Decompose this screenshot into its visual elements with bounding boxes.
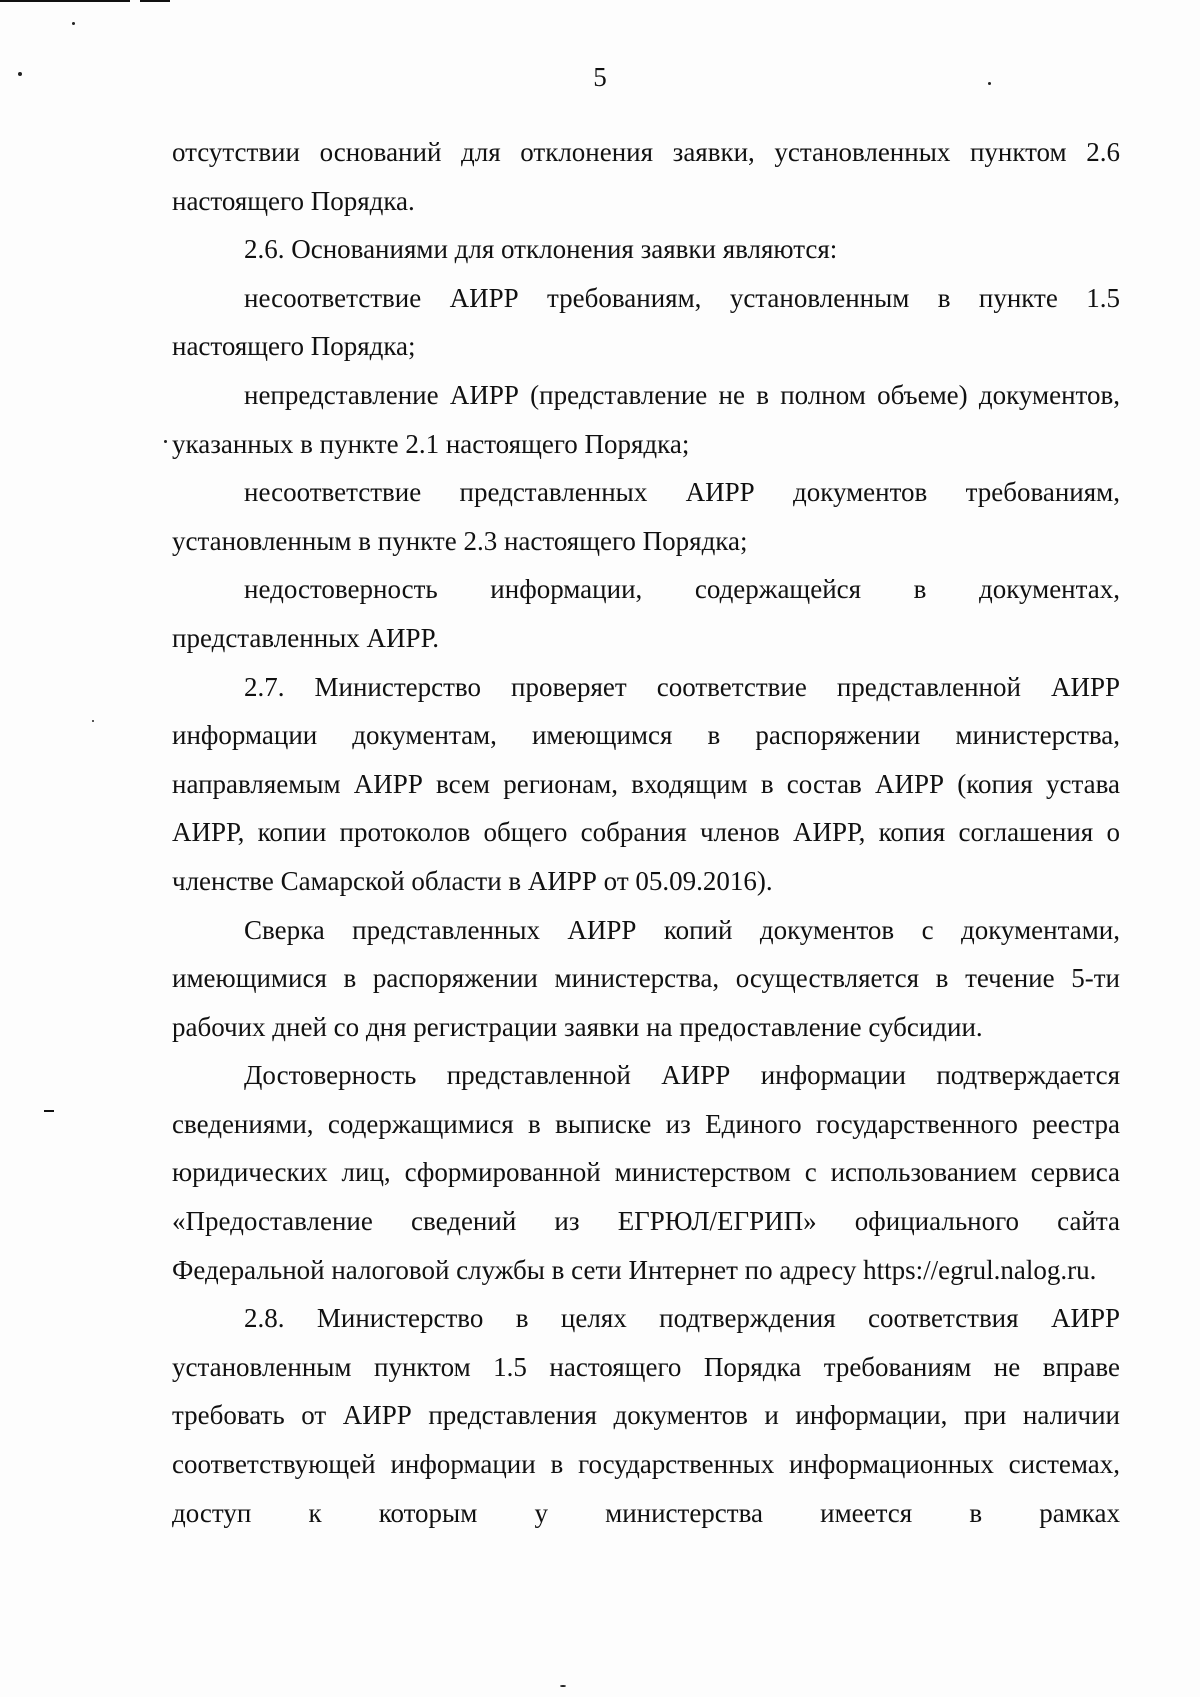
scan-edge-mark [44, 1110, 54, 1112]
scan-speck [164, 440, 167, 443]
paragraph: несоответствие представленных АИРР документов требованиям, установленным в пункте 2.3 настоящего Порядка; [172, 477, 1120, 556]
paragraph: 2.6. Основаниями для отклонения заявки являются: [244, 234, 838, 265]
paragraph: 2.8. Министерство в целях подтверждения соответствия АИРР установленным пунктом 1.5 настоящего Порядка требованиям не вправе требовать от АИРР представления документов и информации, при наличии соответствующей информации в государственных информационных системах, доступ к которым у министерства имеется в рамках [172, 1303, 1120, 1528]
scan-edge-mark [140, 0, 170, 2]
paragraph: 2.7. Министерство проверяет соответствие представленной АИРР информации документам, имеющимся в распоряжении министерства, направляемым АИРР всем регионам, входящим в состав АИРР (копия устава АИРР, копии протоколов общего собрания членов АИРР, копия соглашения о членстве Самарской области в АИРР от 05.09.2016). [172, 671, 1120, 896]
scan-speck [560, 1685, 566, 1687]
document-body [172, 128, 1120, 1537]
scan-edge-mark [0, 0, 130, 2]
paragraph: Сверка представленных АИРР копий документов с документами, имеющимися в распоряжении министерства, осуществляется в течение 5-ти рабочих дней со дня регистрации заявки на предоставление субсидии. [172, 914, 1120, 1042]
scan-speck [92, 720, 94, 722]
paragraph: непредставление АИРР (представление не в полном объеме) документов, указанных в пункте 2.1 настоящего Порядка; [172, 379, 1120, 459]
paragraph: отсутствии оснований для отклонения заявки, установленных пунктом 2.6 настоящего Порядка. [172, 137, 1120, 216]
paragraph: недостоверность информации, содержащейся в документах, представленных АИРР. [172, 574, 1120, 653]
paragraph: несоответствие АИРР требованиям, установленным в пункте 1.5 настоящего Порядка; [172, 282, 1120, 362]
page-number: 5 [593, 62, 607, 92]
scan-speck [72, 22, 75, 25]
paragraph: Достоверность представленной АИРР информации подтверждается сведениями, содержащимися в выписке из Единого государственного реестра юридических лиц, сформированной министерством с использованием сервиса «Предоставление сведений из ЕГРЮЛ/ЕГРИП» официального сайта Федеральной налоговой службы в сети Интернет по адресу https://egrul.nalog.ru. [172, 1060, 1120, 1285]
